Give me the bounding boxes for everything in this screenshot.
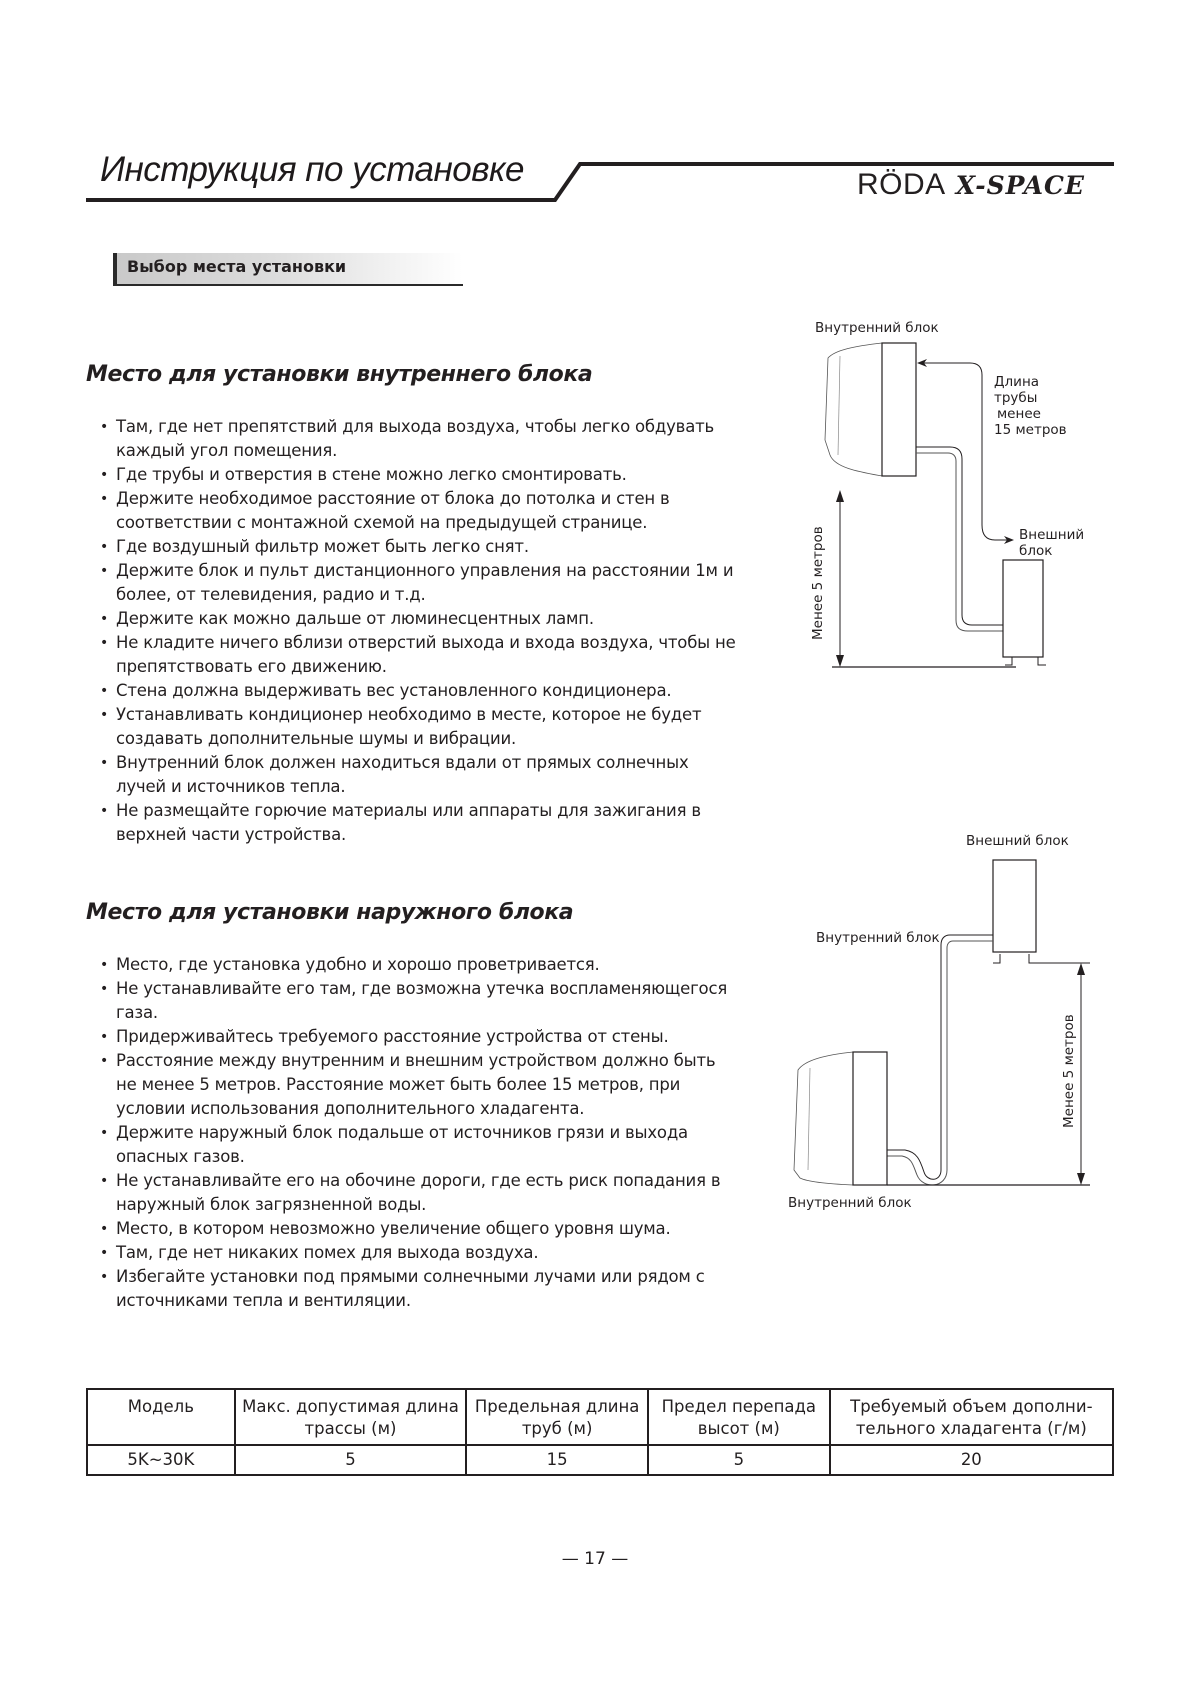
list-item: • Не устанавливайте его там, где возможна утечка воспламеняющегося газа. [100,977,740,1025]
list-item: • Место, в котором невозможно увеличение общего уровня шума. [100,1217,740,1241]
col-header-pipe-length-limit: Предельная длина труб (м) [466,1389,648,1445]
svg-text:Длина: Длина [994,374,1040,390]
svg-text:трубы: трубы [994,390,1038,406]
list-item: • Держите блок и пульт дистанционного управления на расстоянии 1м и более, от телевидения, радио и т.д. [100,559,740,607]
list-item: • Стена должна выдерживать вес установленного кондиционера. [100,679,740,703]
table-header-row [87,1389,1113,1445]
spec-table [86,1388,1114,1476]
brand-logo [857,168,1085,208]
cell-max-route-length: 5 [235,1445,467,1475]
indoor-unit-label: Внутренний блок [815,320,939,336]
outdoor-bullet-list [100,953,740,1313]
series-name: X-SPACE [955,171,1085,200]
svg-text:Внешний: Внешний [1019,527,1085,543]
section-bar-label: Выбор места установки [127,257,347,276]
outdoor-unit-body [1003,560,1043,657]
list-item: • Место, где установка удобно и хорошо проветривается. [100,953,740,977]
indoor-heading: Место для установки внутреннего блока [86,362,593,387]
indoor-unit-body [882,343,916,476]
list-item: • Где воздушный фильтр может быть легко снят. [100,535,740,559]
height-label: Менее 5 метров [810,526,826,640]
list-item: • Держите как можно дальше от люминесцентных ламп. [100,607,740,631]
indoor-unit-body [853,1052,887,1185]
outdoor-unit-body [993,860,1036,952]
indoor-unit-top-label: Внутренний блок [816,930,940,946]
page-header-title: Инструкция по установке [100,150,524,189]
list-item: • Там, где нет никаких помех для выхода воздуха. [100,1241,740,1265]
list-item: • Расстояние между внутренним и внешним устройством должно быть не менее 5 метров. Расстояние может быть более 15 метров, при условии использования дополнительного хладагента. [100,1049,740,1121]
indoor-unit-front-shape [825,343,882,476]
list-item: • Придерживайтесь требуемого расстояние устройства от стены. [100,1025,740,1049]
cell-height-difference: 5 [648,1445,830,1475]
cell-extra-refrigerant: 20 [830,1445,1113,1475]
list-item: • Держите наружный блок подальше от источников грязи и выхода опасных газов. [100,1121,740,1169]
list-item: • Где трубы и отверстия в стене можно легко смонтировать. [100,463,740,487]
col-header-extra-refrigerant: Требуемый объем дополни- тельного хладагента (г/м) [830,1389,1113,1445]
list-item: • Не устанавливайте его на обочине дороги, где есть риск попадания в наружный блок загрязненной воды. [100,1169,740,1217]
col-header-model: Модель [87,1389,235,1445]
svg-text:менее: менее [997,406,1041,422]
indoor-bullet-list [100,415,740,847]
list-item: • Не размещайте горючие материалы или аппараты для зажигания в верхней части устройства. [100,799,740,847]
indoor-unit-bottom-label: Внутренний блок [788,1195,912,1211]
list-item: • Избегайте установки под прямыми солнечными лучами или рядом с источниками тепла и вентиляции. [100,1265,740,1313]
cell-pipe-length-limit: 15 [466,1445,648,1475]
svg-text:15 метров: 15 метров [994,422,1067,438]
indoor-installation-diagram [800,310,1140,684]
section-bar [113,253,463,285]
col-header-height-difference: Предел перепада высот (м) [648,1389,830,1445]
svg-text:блок: блок [1019,543,1053,559]
outdoor-heading: Место для установки наружного блока [86,900,574,925]
section-bar-underline [113,284,463,286]
col-header-max-route-length: Макс. допустимая длина трассы (м) [235,1389,467,1445]
brand-name: RÖDA [857,168,946,201]
page-number: — 17 — [561,1549,629,1569]
list-item: • Устанавливать кондиционер необходимо в месте, которое не будет создавать дополнительные шумы и вибрации. [100,703,740,751]
height-label: Менее 5 метров [1061,1014,1077,1128]
list-item: • Там, где нет препятствий для выхода воздуха, чтобы легко обдувать каждый угол помещения. [100,415,740,463]
outdoor-installation-diagram [780,820,1140,1224]
list-item: • Держите необходимое расстояние от блока до потолка и стен в соответствии с монтажной схемой на предыдущей странице. [100,487,740,535]
list-item: • Не кладите ничего вблизи отверстий выхода и входа воздуха, чтобы не препятствовать его движению. [100,631,740,679]
list-item: • Внутренний блок должен находиться вдали от прямых солнечных лучей и источников тепла. [100,751,740,799]
cell-model: 5K~30K [87,1445,235,1475]
outdoor-unit-label: Внешний блок [966,833,1069,849]
table-row [87,1445,1113,1475]
